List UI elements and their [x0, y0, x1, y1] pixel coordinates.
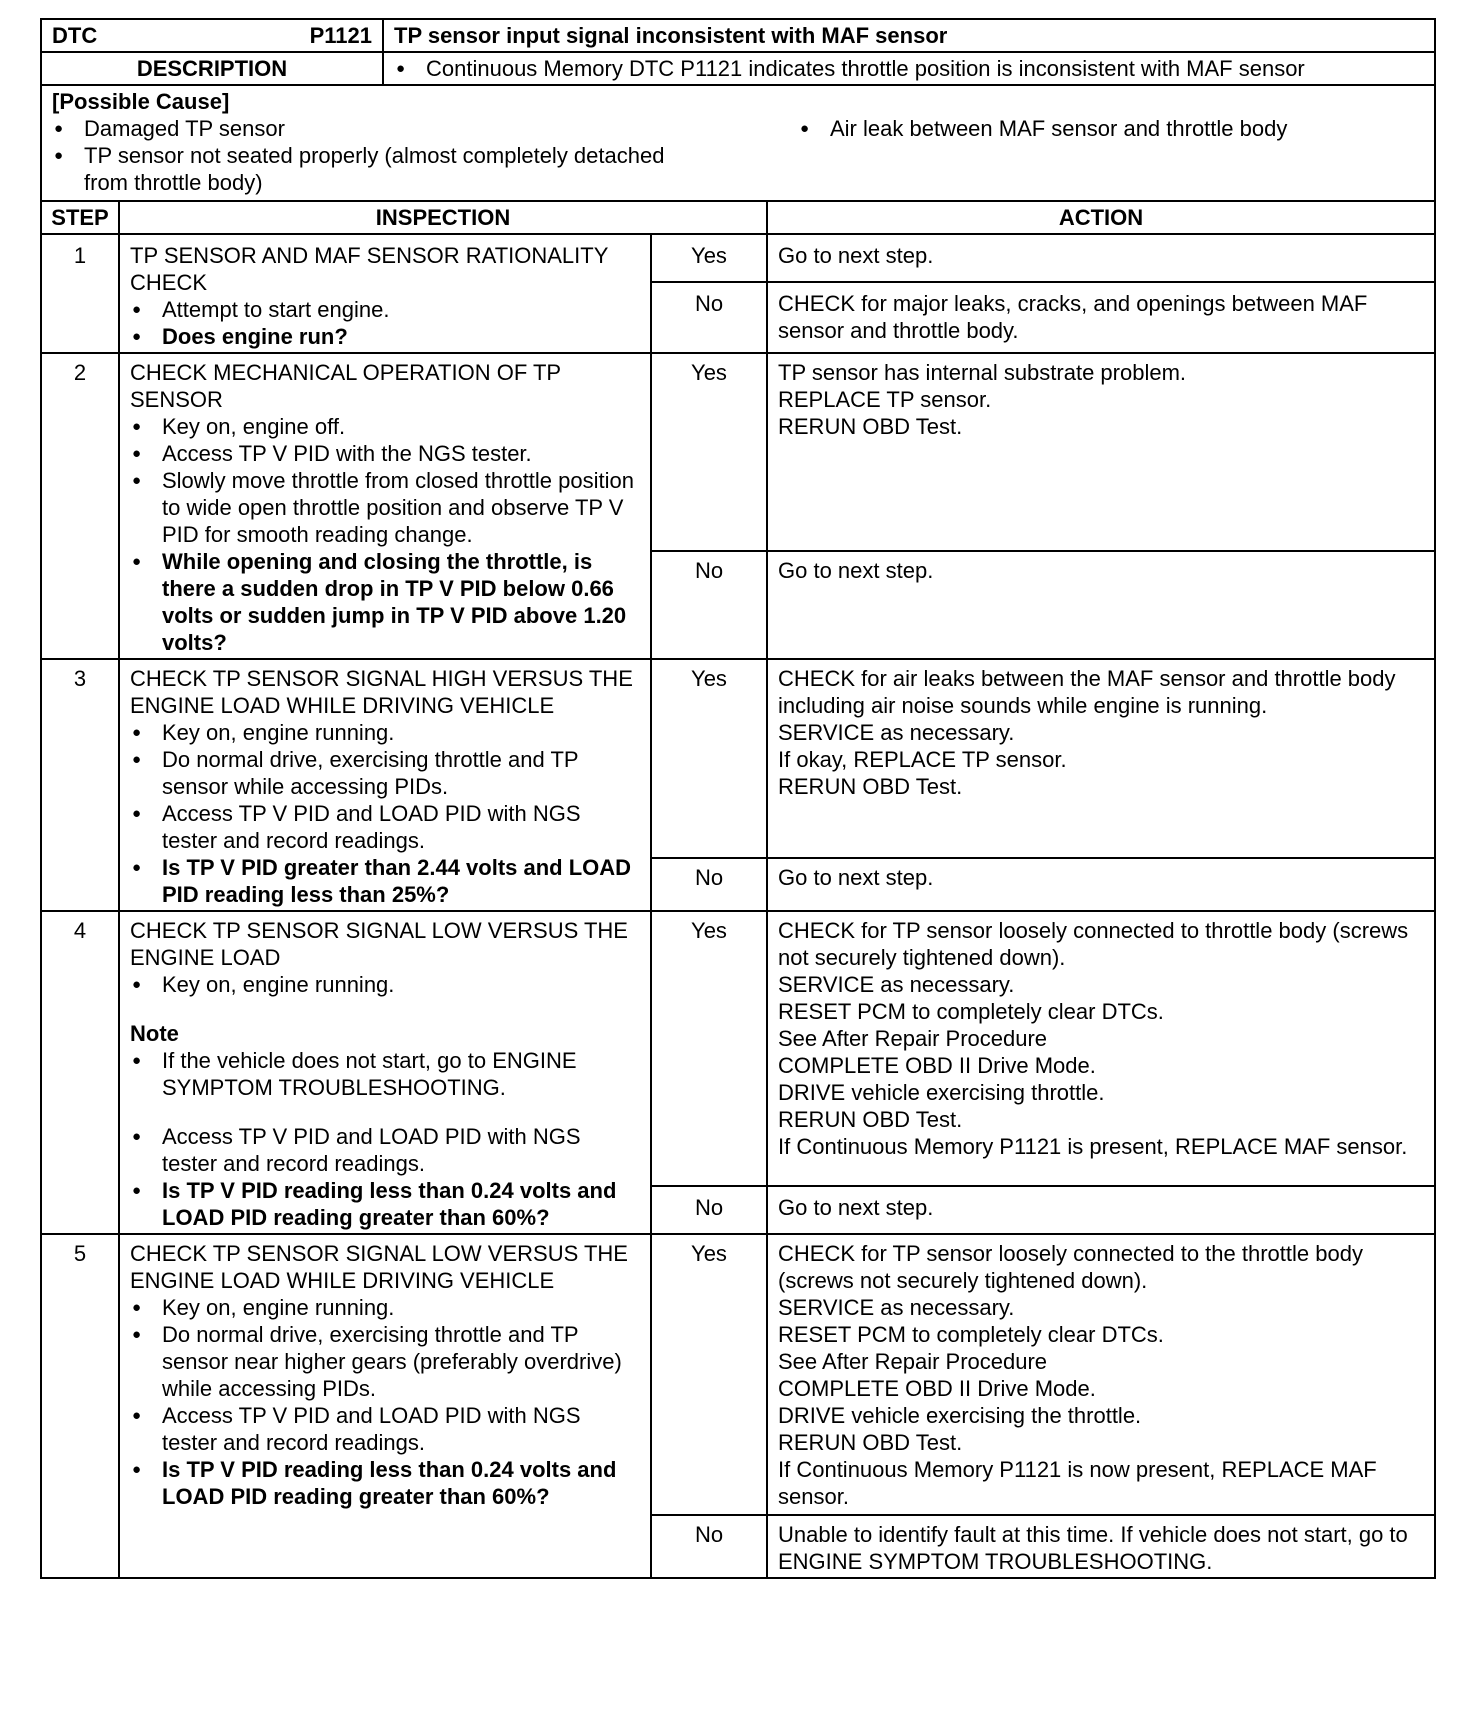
note-label: Note: [130, 1021, 179, 1046]
step-title: TP SENSOR AND MAF SENSOR RATIONALITY CHECK: [130, 243, 608, 295]
no-label: No: [651, 282, 767, 353]
description-text: ● Continuous Memory DTC P1121 indicates throttle position is inconsistent with MAF sensor: [394, 55, 1424, 82]
step-inspection: [119, 659, 651, 911]
step-title: CHECK TP SENSOR SIGNAL LOW VERSUS THE ENGINE LOAD: [130, 918, 628, 970]
step-number: 1: [41, 234, 119, 353]
step-title: CHECK TP SENSOR SIGNAL HIGH VERSUS THE ENGINE LOAD WHILE DRIVING VEHICLE: [130, 666, 633, 718]
action-line: COMPLETE OBD II Drive Mode.: [778, 1053, 1096, 1078]
no-action: [767, 858, 1435, 911]
action-line: Go to next step.: [778, 243, 934, 268]
dtc-row: [41, 19, 1435, 52]
action-line: DRIVE vehicle exercising throttle.: [778, 1080, 1105, 1105]
action-line: RERUN OBD Test.: [778, 774, 963, 799]
step-question: ● Does engine run?: [130, 323, 640, 350]
action-line: RESET PCM to completely clear DTCs.: [778, 999, 1164, 1024]
no-action: [767, 551, 1435, 659]
step-row: [41, 353, 1435, 551]
step-bullet: ● Do normal drive, exercising throttle and TP sensor while accessing PIDs.: [130, 746, 640, 800]
action-line: REPLACE TP sensor.: [778, 387, 992, 412]
step-title: CHECK MECHANICAL OPERATION OF TP SENSOR: [130, 360, 561, 412]
action-line: Go to next step.: [778, 1195, 934, 1220]
action-line: CHECK for TP sensor loosely connected to the throttle body (screws not securely tightened down).: [778, 1241, 1363, 1293]
no-label: No: [651, 858, 767, 911]
step-question: ● Is TP V PID reading less than 0.24 volts and LOAD PID reading greater than 60%?: [130, 1177, 640, 1231]
column-header-row: [41, 201, 1435, 234]
dtc-title: TP sensor input signal inconsistent with MAF sensor: [383, 19, 1435, 52]
note-bullet: ● If the vehicle does not start, go to ENGINE SYMPTOM TROUBLESHOOTING.: [130, 1047, 640, 1101]
step-inspection: [119, 353, 651, 659]
action-line: SERVICE as necessary.: [778, 972, 1015, 997]
yes-label: Yes: [651, 911, 767, 1186]
no-label: No: [651, 1186, 767, 1234]
possible-cause-row: [41, 85, 1435, 201]
no-action: [767, 1515, 1435, 1578]
yes-label: Yes: [651, 659, 767, 858]
action-line: TP sensor has internal substrate problem.: [778, 360, 1187, 385]
step-number: 5: [41, 1234, 119, 1578]
step-bullet: ● Slowly move throttle from closed throttle position to wide open throttle position and observe TP V PID for smooth reading change.: [130, 467, 640, 548]
yes-label: Yes: [651, 353, 767, 551]
action-line: SERVICE as necessary.: [778, 720, 1015, 745]
action-line: See After Repair Procedure: [778, 1026, 1048, 1051]
step-bullet: ● Key on, engine running.: [130, 1294, 640, 1321]
action-line: RERUN OBD Test.: [778, 1430, 963, 1455]
diagnostic-sheet: [40, 18, 1436, 1579]
action-line: Go to next step.: [778, 558, 934, 583]
action-line: Go to next step.: [778, 865, 934, 890]
step-row: [41, 234, 1435, 282]
step-question: ● Is TP V PID greater than 2.44 volts and LOAD PID reading less than 25%?: [130, 854, 640, 908]
yes-action: [767, 659, 1435, 858]
step-title: CHECK TP SENSOR SIGNAL LOW VERSUS THE ENGINE LOAD WHILE DRIVING VEHICLE: [130, 1241, 628, 1293]
possible-cause-label: [Possible Cause]: [52, 89, 230, 114]
steps-table: [40, 200, 1436, 1579]
step-inspection: [119, 911, 651, 1234]
dtc-header-table: [40, 18, 1436, 202]
cause-item: ● Damaged TP sensor: [52, 115, 678, 142]
cause-item: ● TP sensor not seated properly (almost completely detached from throttle body): [52, 142, 678, 196]
action-line: COMPLETE OBD II Drive Mode.: [778, 1376, 1096, 1401]
dtc-code: P1121: [309, 23, 372, 48]
step-bullet: ● Access TP V PID and LOAD PID with NGS tester and record readings.: [130, 1402, 640, 1456]
description-label: DESCRIPTION: [41, 52, 383, 85]
action-line: Unable to identify fault at this time. If vehicle does not start, go to ENGINE SYMPTOM TROUBLESHOOTING.: [778, 1522, 1408, 1574]
dtc-label: DTC: [52, 23, 98, 48]
step-row: [41, 911, 1435, 1186]
cause-list-left: [52, 115, 798, 196]
cause-item: ● Air leak between MAF sensor and throttle body: [798, 115, 1424, 142]
action-line: DRIVE vehicle exercising the throttle.: [778, 1403, 1142, 1428]
step-question: ● While opening and closing the throttle, is there a sudden drop in TP V PID below 0.66 volts or sudden jump in TP V PID above 1.20 volts?: [130, 548, 640, 656]
action-line: RESET PCM to completely clear DTCs.: [778, 1322, 1164, 1347]
no-label: No: [651, 1515, 767, 1578]
yes-action: [767, 353, 1435, 551]
yes-label: Yes: [651, 1234, 767, 1515]
step-number: 3: [41, 659, 119, 911]
action-line: If Continuous Memory P1121 is present, REPLACE MAF sensor.: [778, 1134, 1408, 1159]
action-line: If okay, REPLACE TP sensor.: [778, 747, 1067, 772]
no-action: [767, 282, 1435, 353]
description-row: [41, 52, 1435, 85]
col-inspection: INSPECTION: [119, 201, 767, 234]
step-bullet: ● Key on, engine off.: [130, 413, 640, 440]
step-row: [41, 659, 1435, 858]
cause-list-right: [798, 115, 1424, 196]
step-inspection: [119, 1234, 651, 1578]
dtc-cell: [41, 19, 383, 52]
action-line: CHECK for air leaks between the MAF sensor and throttle body including air noise sounds while engine is running.: [778, 666, 1396, 718]
col-step: STEP: [41, 201, 119, 234]
possible-cause-cell: [41, 85, 1435, 201]
action-line: SERVICE as necessary.: [778, 1295, 1015, 1320]
step-bullet: ● Attempt to start engine.: [130, 296, 640, 323]
step-question: ● Is TP V PID reading less than 0.24 volts and LOAD PID reading greater than 60%?: [130, 1456, 640, 1510]
action-line: CHECK for major leaks, cracks, and openings between MAF sensor and throttle body.: [778, 291, 1368, 343]
step-number: 4: [41, 911, 119, 1234]
step-row: [41, 1234, 1435, 1515]
col-action: ACTION: [767, 201, 1435, 234]
yes-action: [767, 1234, 1435, 1515]
yes-action: [767, 234, 1435, 282]
action-line: RERUN OBD Test.: [778, 414, 963, 439]
action-line: If Continuous Memory P1121 is now present, REPLACE MAF sensor.: [778, 1457, 1377, 1509]
action-line: RERUN OBD Test.: [778, 1107, 963, 1132]
step-bullet: ● Key on, engine running.: [130, 971, 640, 998]
action-line: CHECK for TP sensor loosely connected to throttle body (screws not securely tightened down).: [778, 918, 1409, 970]
no-action: [767, 1186, 1435, 1234]
step-bullet: ● Do normal drive, exercising throttle and TP sensor near higher gears (preferably overdrive) while accessing PIDs.: [130, 1321, 640, 1402]
step-number: 2: [41, 353, 119, 659]
step-bullet: ● Key on, engine running.: [130, 719, 640, 746]
action-line: See After Repair Procedure: [778, 1349, 1048, 1374]
yes-action: [767, 911, 1435, 1186]
no-label: No: [651, 551, 767, 659]
step-bullet: ● Access TP V PID and LOAD PID with NGS tester and record readings.: [130, 800, 640, 854]
yes-label: Yes: [651, 234, 767, 282]
description-cell: [383, 52, 1435, 85]
step-bullet: ● Access TP V PID and LOAD PID with NGS tester and record readings.: [130, 1123, 640, 1177]
step-bullet: ● Access TP V PID with the NGS tester.: [130, 440, 640, 467]
step-inspection: [119, 234, 651, 353]
